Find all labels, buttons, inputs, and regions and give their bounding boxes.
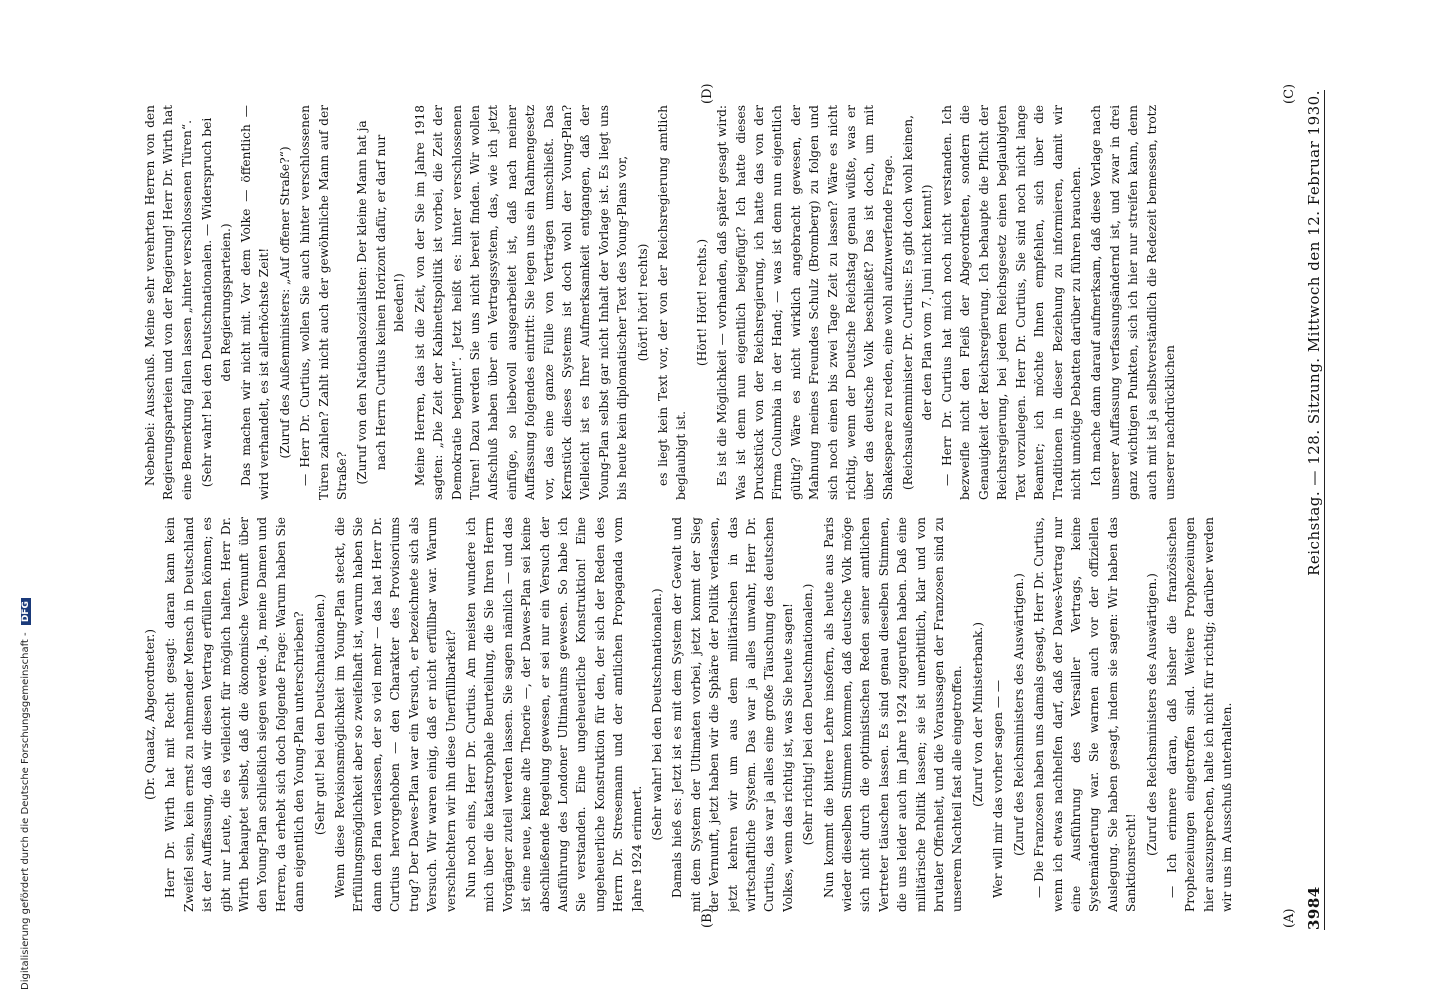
paragraph: Es ist die Möglichkeit — vorhanden, daß später gesagt wird: Was ist denn nun eigentlich beigefügt? Ich hatte dieses Druckstück von der Reichsregierung, ich hatte das von der Firma Columbia in der Hand; — was ist denn nun eigentlich gültig? Wäre es nicht wirklich angebracht gewesen, der Mahnung meines Freundes Schulz (Bromberg) zu folgen und sich noch einen bis zwei Tage Zeit zu lassen? Wäre es nicht richtig, wenn der Deutsche Reichstag genau wüßte, was er über das deutsche Volk beschließt? Das ist doch, um mit Shakespeare zu reden, eine wohl aufzuwerfende Frage. <box>715 105 895 500</box>
paragraph: (Zuruf des Außenministers: „Auf offener Straße?“) <box>277 146 292 459</box>
footer-text: Digitalisierung gefördert durch die Deutsche Forschungsgemeinschaft - <box>20 632 31 990</box>
paragraph: — Die Franzosen haben uns damals gesagt, Herr Dr. Curtius, wenn ich etwas nachhelfen darf, daß der Dawes-Vertrag nur eine Ausführung des Versailler Vertrags, keine Systemänderung war. Sie warnen auch vor der offiziellen Auslegung. Sie haben gesagt, indem sie sagen: Wir haben das Sanktionsrecht! <box>1032 517 1139 912</box>
paragraph: Herr Dr. Wirth hat mit Recht gesagt: daran kann kein Zweifel sein, kein ernst zu nehmender Mensch in Deutschland ist der Auffassung, daß wir diesen Vertrag erfüllen können; es gibt nur Leute, die es vielleicht für möglich halten. Herr Dr. Wirth behauptet selbst, daß die ökonomische Vernunft über den Young-Plan schließlich siegen werde. Ja, meine Damen und Herren, da erhebt sich doch folgende Frage: Warum haben Sie dann eigentlich den Young-Plan unterschrieben? <box>163 517 307 912</box>
paragraph: (Sehr wahr! bei den Deutschnationalen.) <box>649 588 664 841</box>
page-number: 3984 <box>1305 886 1323 930</box>
paragraph: Nebenbei: Ausschuß. Meine sehr verehrten Herren von den Regierungsparteien und von der Regierung! Herr Dr. Wirth hat eine Bemerkung fallen lassen „hinter verschlossenen Türen“. <box>143 105 194 500</box>
paragraph: Nun noch eins, Herr Dr. Curtius. Am meisten wundere ich mich über die katastrophale Beurteilung, die Sie Ihren Herrn Vorgänger zuteil werden lassen. Sie sagen nämlich — und das ist eine neue, keine alte Theorie —, der Dawes-Plan sei keine abschließende Regelung gewesen, er sei nur ein Versuch der Ausführung des Londoner Ultimatums gewesen. So habe ich Sie verstanden. Eine ungeheuerliche Konstruktion! Eine ungeheuerliche Konstruktion für den, der sich der Reden des Herrn Dr. Stresemann und der amtlichen Propaganda vom Jahre 1924 erinnert. <box>463 517 644 912</box>
paragraph: Ich mache dann darauf aufmerksam, daß diese Vorlage nach unserer Auffassung verfassungsändernd ist, und zwar in drei ganz wichtigen Punkten, sich ich hier nur streifen kann, denn auch mit ist ja selbstverständlich die Redezeit bemessen, trotz unserer nachdrücklichen <box>1089 105 1177 500</box>
header-title: Reichstag. — 128. Sitzung. Mittwoch den 12. Februar 1930. <box>1305 90 1323 576</box>
paragraph: (Sehr richtig! bei den Deutschnationalen.) <box>801 583 816 846</box>
paragraph: — Herr Dr. Curtius hat mich noch nicht verstanden. Ich bezweifle nicht den Fleiß der Abgeordneten, sondern die Genauigkeit der Reichsregierung. Ich behaupte die Pflicht der Reichsregierung, bei jedem Reichsgesetz einen beglaubigten Text vorzulegen. Herr Dr. Curtius, Sie sind noch nicht lange Beamter; ich möchte Ihnen empfehlen, sich über die Traditionen in dieser Beziehung zu informieren, damit wir nicht unnötige Debatten darüber zu führen brauchen. <box>940 105 1083 500</box>
paragraph: — Herr Dr. Curtius, wollen Sie auch hinter verschlossenen Türen zahlen? Zahlt nicht auch der gewöhnliche Mann auf der Straße? <box>298 105 350 500</box>
header-rule <box>1324 90 1325 930</box>
paragraph: — Ich erinnere daran, daß bisher die französischen Prophezeiungen eingetroffen sind. Weitere Prophezeiungen hier auszusprechen, halte ich nicht für richtig; darüber werden wir uns im Ausschuß unterhalten. <box>1164 517 1235 912</box>
paragraph: Meine Herren, das ist die Zeit, von der Sie im Jahre 1918 sagten: „Die Zeit der Kabinettspolitik ist vorbei, die Zeit der Demokratie beginnt!“. Jetzt heißt es: hinter verschlossenen Türen! Dazu werden Sie uns nicht bereit finden. Wir wollen Aufschluß haben über ein Vertragssystem, das, wie ich jetzt einfüge, so liebevoll ausgearbeitet ist, daß nach meiner Auffassung folgendes eintritt: Sie legen uns ein Rahmengesetz vor, das eine ganze Fülle von Verträgen umschließt. Das Kernstück dieses Systems ist doch wohl der Young-Plan? Vielleicht ist es Ihrer Aufmerksamkeit entgangen, daß der Young-Plan selbst gar nicht Inhalt der Vorlage ist. Es liegt uns bis heute kein diplomatischer Text des Young-Plans vor, <box>412 105 630 500</box>
paragraph: (Hört! Hört! rechts.) <box>694 238 709 367</box>
paragraph: Das machen wir nicht mit. Vor dem Volke — öffentlich — wird verhandelt, es ist allerhöchste Zeit! <box>239 105 272 500</box>
paragraph: (Sehr gut! bei den Deutschnationalen.) <box>312 593 327 836</box>
paragraph: Wer will mir das vorher sagen — — <box>991 679 1006 898</box>
paragraph: (Zuruf des Reichsministers des Auswärtigen.) <box>1011 573 1026 856</box>
left-column <box>141 517 1316 912</box>
paragraph: Nun kommt die bittere Lehre insofern, als heute aus Paris wieder dieselben Stimmen kommen, daß deutsche Volk möge sich nicht durch die optimistischen Reden seiner amtlichen Vertreter täuschen lassen. Es sind genau dieselben Stimmen, die uns leider auch im Jahre 1924 zugerufen haben. Daß eine militärische Politik lassen; sie ist unerbittlich, klar und von brutaler Offenheit, und die Voraussagen der Franzosen sind zu unserem Nachteil fast alle eingetroffen. <box>821 517 965 912</box>
margin-mark-a: (A) <box>1282 908 1297 928</box>
paragraph: (Dr. Quaatz, Abgeordneter.) <box>143 628 157 801</box>
paragraph: (Zuruf von der Ministerbank.) <box>970 621 985 808</box>
paragraph: (Sehr wahr! bei den Deutschnationalen. — Widerspruch bei den Regierungsparteien.) <box>200 117 233 488</box>
paragraph: (Reichsaußenminister Dr. Curtius: Es gibt doch wohl keinen, der den Plan vom 7. Juni nicht kennt!) <box>901 114 934 491</box>
right-column <box>141 105 1316 500</box>
paragraph: (Zuruf von den Nationalsozialisten: Der kleine Mann hat ja nach Herrn Curtius keinen Horizont dafür, er darf nur bleeden!) <box>355 120 407 485</box>
digitization-footer <box>20 10 31 990</box>
margin-mark-b: (B) <box>700 908 715 928</box>
margin-mark-c: (C) <box>1282 83 1297 104</box>
paragraph: es liegt kein Text vor, der von der Reichsregierung amtlich beglaubigt ist. <box>655 105 689 500</box>
margin-mark-d: (D) <box>700 83 715 104</box>
dfg-logo: DFG <box>21 598 31 625</box>
paragraph: (hört! hört! rechts) <box>635 243 650 362</box>
paragraph: (Zuruf des Reichsministers des Auswärtigen.) <box>1144 573 1159 856</box>
paragraph: Damals hieß es: Jetzt ist es mit dem System der Gewalt und mit dem System der Ultimaten vorbei, jetzt kommt der Sieg der Vernunft, jetzt haben wir die Sphäre der Politik verlassen, jetzt kehren wir um aus dem militärischen in das wirtschaftliche System. Das war ja alles unwahr, Herr Dr. Curtius, das war ja alles eine große Täuschung des deutschen Volkes, wenn das richtig ist, was Sie heute sagen! <box>670 517 795 912</box>
paragraph: Wenn diese Revisionsmöglichkeit im Young-Plan steckt, die Erfüllungsmöglichkeit aber so zweifelhaft ist, warum haben Sie dann den Plan verlassen, der so viel mehr — das hat Herr Dr. Curtius hervorgehoben — den Charakter des Provisoriums trug? Der Dawes-Plan war ein Versuch, er bezeichnete sich als Versuch. Wir waren einig, daß er nicht erfüllbar war. Warum verschlechtern wir ihn diese Unerfüllbarkeit? <box>333 517 458 912</box>
